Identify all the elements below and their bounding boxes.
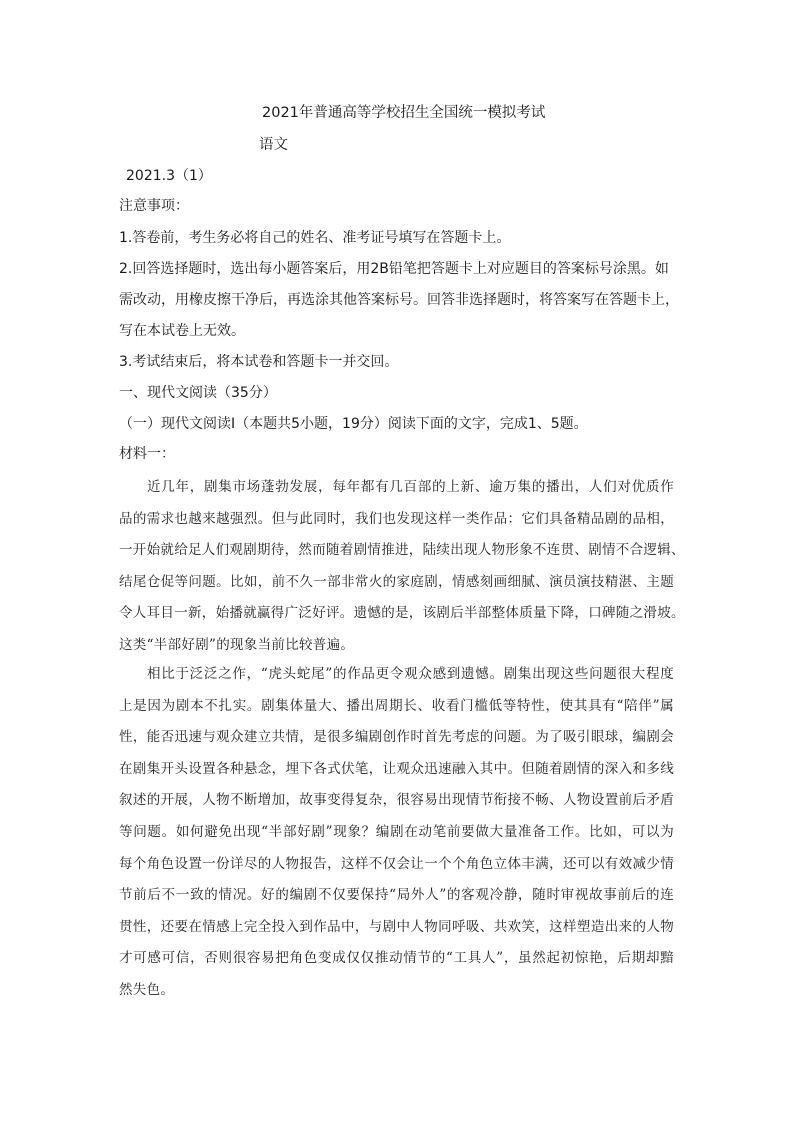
paragraph-line: 结尾仓促等问题。比如，前不久一部非常火的家庭剧，情感刻画细腻、演员演技精湛、主题: [119, 573, 674, 590]
section-title: 一、现代文阅读（35分）: [119, 385, 277, 401]
paragraph-line: 才可感可信，否则很容易把角色变成仅仅推动情节的“工具人”，虽然起初惊艳，后期却黯: [119, 950, 674, 967]
paragraph-line: 上是因为剧本不扎实。剧集体量大、播出周期长、收看门槛低等特性，使其具有“陪伴”属: [119, 697, 674, 714]
subject-label: 语文: [259, 137, 288, 153]
notice-item-2-line-3: 写在本试卷上无效。: [119, 323, 245, 339]
paragraph-line: 然失色。: [119, 981, 175, 998]
notice-item-2-line-2: 需改动，用橡皮擦干净后，再选涂其他答案标号。回答非选择题时，将答案写在答题卡上，: [119, 292, 679, 308]
paragraph-line: 一开始就给足人们观剧期待，然而随着剧情推进，陆续出现人物形象不连贯、剧情不合逻辑、: [119, 542, 685, 559]
paragraph-line: 贯性，还要在情感上完全投入到作品中，与剧中人物同呼吸、共欢笑，这样塑造出来的人物: [119, 918, 674, 935]
notice-item-1: 1.答卷前，考生务必将自己的姓名、准考证号填写在答题卡上。: [119, 230, 511, 246]
paragraph-line: 等问题。如何避免出现“半部好剧”现象？编剧在动笔前要做大量准备工作。比如，可以为: [119, 823, 674, 840]
paragraph-line: 品的需求也越来越强烈。但与此同时，我们也发现这样一类作品：它们具备精品剧的品相，: [119, 510, 674, 527]
paragraph-line: 每个角色设置一份详尽的人物报告，这样不仅会让一个个角色立体丰满，还可以有效减少情: [119, 855, 674, 872]
exam-date: 2021.3（1）: [126, 168, 212, 184]
paragraph-line: 在剧集开头设置各种悬念，埋下各式伏笔，让观众迅速融入其中。但随着剧情的深入和多线: [119, 760, 674, 777]
paragraph-line: 近几年，剧集市场蓬勃发展，每年都有几百部的上新、逾万集的播出，人们对优质作: [147, 479, 674, 495]
passage-paragraph-2: [119, 659, 674, 1007]
notice-item-2-line-1: 2.回答选择题时，选出每小题答案后，用2B铅笔把答题卡上对应题目的答案标号涂黑。如: [119, 261, 669, 277]
passage-paragraph-1: [119, 472, 685, 662]
paragraph-line: 叙述的开展，人物不断增加，故事变得复杂，很容易出现情节衔接不畅、人物设置前后矛盾: [119, 792, 674, 809]
material-label: 材料一：: [119, 446, 175, 462]
paragraph-line: 性，能否迅速与观众建立共情，是很多编剧创作时首先考虑的问题。为了吸引眼球，编剧会: [119, 729, 674, 746]
paragraph-line: 这类“半部好剧”的现象当前比较普遍。: [119, 636, 355, 653]
exam-title: 2021年普通高等学校招生全国统一模拟考试: [262, 105, 546, 121]
notice-heading: 注意事项：: [119, 198, 189, 214]
paragraph-line: 相比于泛泛之作，“虎头蛇尾”的作品更令观众感到遗憾。剧集出现这些问题很大程度: [147, 666, 674, 682]
paragraph-line: 令人耳目一新，始播就赢得广泛好评。遗憾的是，该剧后半部整体质量下降，口碑随之滑坡。: [119, 605, 685, 622]
notice-item-3: 3.考试结束后，将本试卷和答题卡一并交回。: [119, 354, 399, 370]
section-subtitle: （一）现代文阅读Ⅰ（本题共5小题，19分）阅读下面的文字，完成1、5题。: [119, 416, 588, 432]
paragraph-line: 节前后不一致的情况。好的编剧不仅要保持“局外人”的客观冷静，随时审视故事前后的连: [119, 887, 674, 904]
